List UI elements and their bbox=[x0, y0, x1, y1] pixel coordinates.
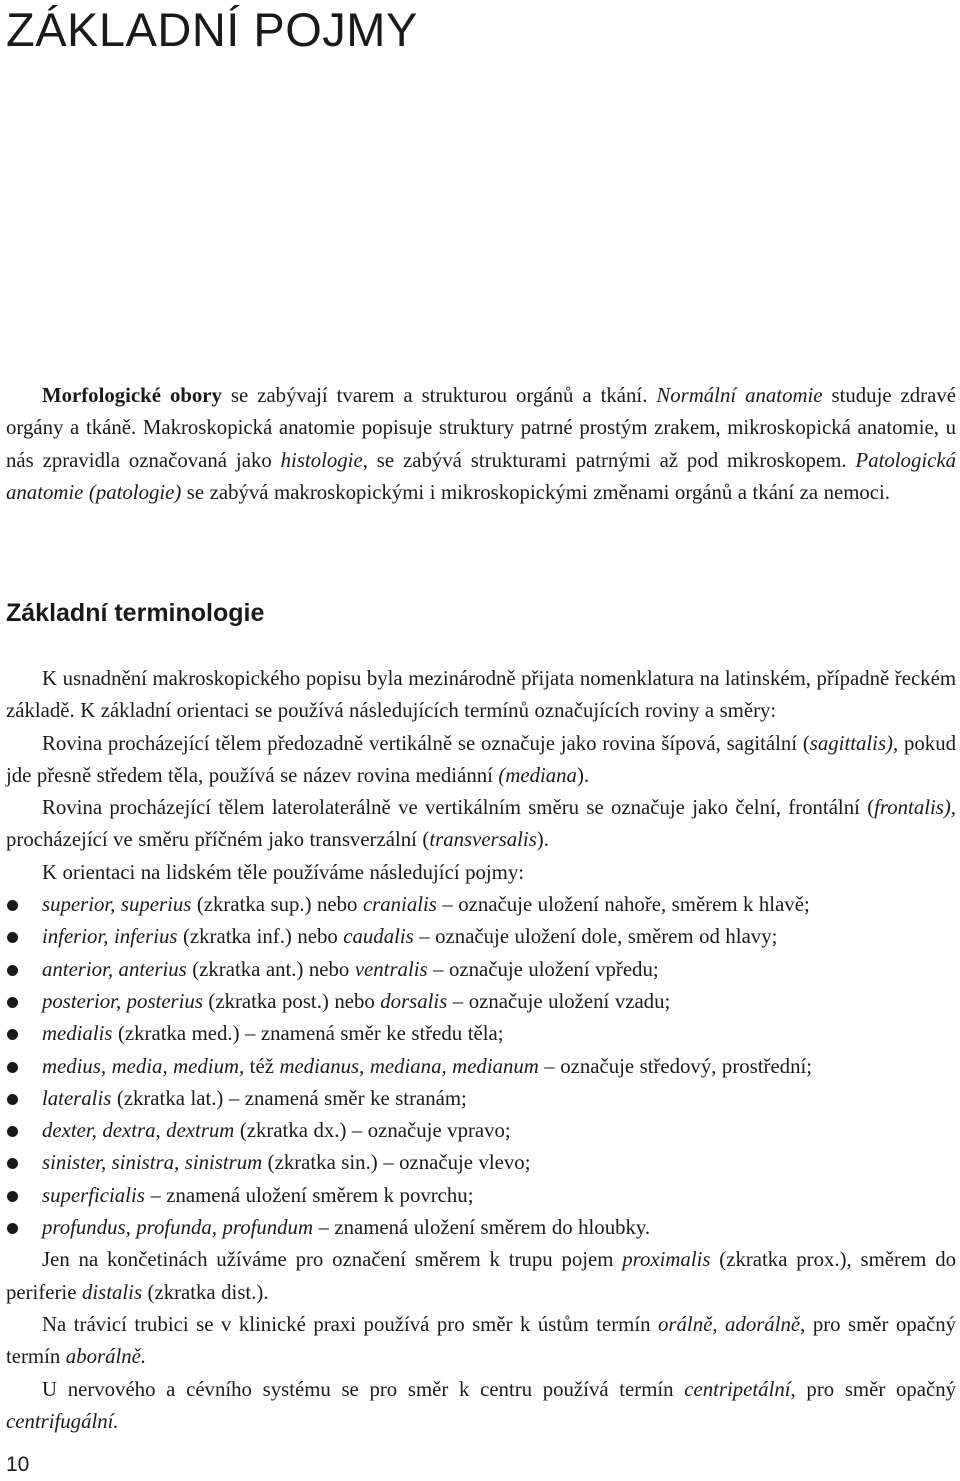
list-item bbox=[6, 1180, 956, 1212]
bullet-icon bbox=[7, 1223, 18, 1234]
list-item bbox=[6, 921, 956, 953]
text-run: se zabývají tvarem a strukturou orgánů a tkání. bbox=[221, 384, 657, 407]
text-run: – znamená uložení směrem do hloubky. bbox=[312, 1216, 651, 1240]
bullet-icon bbox=[7, 965, 18, 976]
bullet-icon bbox=[7, 932, 18, 943]
direction-terms-list bbox=[6, 889, 956, 1244]
text-run: ). bbox=[536, 828, 549, 852]
morphology-paragraph bbox=[6, 380, 956, 509]
italic-term: frontalis), bbox=[874, 796, 956, 820]
text-run: (zkratka sin.) – označuje vlevo; bbox=[262, 1151, 531, 1175]
italic-term: lateralis bbox=[42, 1086, 112, 1110]
italic-term: posterior, posterius bbox=[42, 989, 203, 1013]
italic-term: anterior, anterius bbox=[42, 957, 187, 981]
page-title: ZÁKLADNÍ POJMY bbox=[6, 3, 418, 56]
italic-term: superior, superius bbox=[42, 893, 192, 917]
text-run: (zkratka med.) – znamená směr ke středu těla; bbox=[112, 1022, 504, 1046]
italic-term: sinister, sinistra, sinistrum bbox=[42, 1151, 263, 1175]
centripetal-paragraph bbox=[6, 1374, 956, 1439]
italic-term: cranialis bbox=[362, 893, 437, 917]
text-run: (zkratka dist.). bbox=[142, 1280, 269, 1304]
terminology-intro: K usnadnění makroskopického popisu byla mezinárodně přijata nomenklatura na latinském, případně řeckém základě. K základní orientaci se používá následujících termínů označujících roviny a směry: bbox=[6, 667, 956, 723]
text-run: – označuje uložení dole, směrem od hlavy; bbox=[413, 925, 778, 949]
frontal-paragraph bbox=[6, 792, 956, 857]
text-run: (zkratka inf.) nebo bbox=[177, 925, 344, 949]
text-run: – znamená uložení směrem k povrchu; bbox=[144, 1183, 474, 1207]
text-run: Rovina procházející tělem laterolaterálně ve vertikálním směru se označuje jako čelní, frontální ( bbox=[42, 796, 875, 820]
italic-term: Patologická anatomie (patologie) bbox=[6, 448, 956, 504]
italic-term: medius, media, medium, bbox=[42, 1054, 245, 1078]
list-item bbox=[6, 1051, 956, 1083]
italic-term: (mediana bbox=[498, 763, 577, 787]
text-run: , se zabývá strukturami patrnými až pod mikroskopem. bbox=[362, 448, 856, 472]
text-run: – označuje středový, prostřední; bbox=[538, 1054, 813, 1078]
page-number: 10 bbox=[6, 1453, 30, 1476]
text-run: (zkratka sup.) nebo bbox=[191, 893, 363, 917]
text-run: (zkratka dx.) – označuje vpravo; bbox=[234, 1119, 511, 1143]
italic-term: transversalis bbox=[429, 828, 537, 852]
text-run: Rovina procházející tělem předozadně vertikálně se označuje jako rovina šípová, sagitální ( bbox=[42, 731, 810, 755]
bullet-icon bbox=[7, 1126, 18, 1137]
italic-term: caudalis bbox=[343, 925, 414, 949]
proximal-paragraph bbox=[6, 1244, 956, 1309]
list-item bbox=[6, 1083, 956, 1115]
text-run: , pro směr opačný bbox=[790, 1377, 956, 1401]
terminology-body bbox=[6, 663, 956, 1438]
italic-term: medialis bbox=[42, 1022, 113, 1046]
bullet-icon bbox=[7, 1094, 18, 1105]
orientation-paragraph: K orientaci na lidském těle používáme následující pojmy: bbox=[42, 860, 525, 884]
italic-term: medianus, mediana, medianum bbox=[279, 1054, 539, 1078]
list-item bbox=[6, 1147, 956, 1179]
italic-term: profundus, profunda, profundum bbox=[42, 1216, 313, 1240]
text-run: (zkratka prox.), směrem do periferie bbox=[6, 1248, 956, 1304]
intro-paragraph bbox=[6, 380, 956, 509]
list-item bbox=[6, 1212, 956, 1244]
list-item bbox=[6, 889, 956, 921]
italic-term: histologie bbox=[280, 448, 363, 472]
text-run: ). bbox=[576, 763, 590, 787]
italic-term: sagittalis), bbox=[809, 731, 899, 755]
italic-term: orálně, adorálně bbox=[658, 1312, 801, 1336]
bullet-icon bbox=[7, 1191, 18, 1202]
text-run: též bbox=[244, 1054, 280, 1078]
section-heading: Základní terminologie bbox=[6, 599, 265, 627]
text-run: procházející ve směru příčném jako transverzální ( bbox=[6, 828, 430, 852]
italic-term: inferior, inferius bbox=[42, 925, 178, 949]
text-run: U nervového a cévního systému se pro směr k centru používá termín bbox=[42, 1377, 685, 1401]
bullet-icon bbox=[7, 1062, 18, 1073]
oral-paragraph bbox=[6, 1309, 956, 1374]
italic-term: Normální anatomie bbox=[656, 384, 823, 407]
sagittal-paragraph bbox=[6, 728, 956, 793]
list-item bbox=[6, 1018, 956, 1050]
text-run: – označuje uložení vzadu; bbox=[447, 989, 671, 1013]
italic-term: distalis bbox=[81, 1280, 143, 1304]
text-run: Jen na končetinách užíváme pro označení směrem k trupu pojem bbox=[42, 1248, 623, 1272]
text-run: se zabývá makroskopickými i mikroskopickými změnami orgánů a tkání za nemoci. bbox=[181, 480, 890, 504]
italic-term: dorsalis bbox=[380, 989, 448, 1013]
italic-term: aborálně. bbox=[65, 1345, 147, 1369]
bullet-icon bbox=[7, 997, 18, 1008]
text-run: , pro směr opačný termín bbox=[6, 1312, 957, 1369]
text-run: (zkratka post.) nebo bbox=[202, 989, 381, 1013]
text-run: – označuje uložení nahoře, směrem k hlavě; bbox=[436, 893, 810, 917]
bullet-icon bbox=[7, 900, 18, 911]
bullet-icon bbox=[7, 1029, 18, 1040]
italic-term: centripetální bbox=[684, 1377, 791, 1401]
text-run: studuje zdravé orgány a tkáně. Makroskopická anatomie popisuje struktury patrné prostým zrakem, mikroskopická anatomie, u nás zpravidla označovaná jako bbox=[6, 384, 956, 472]
text-run: – označuje uložení vpředu; bbox=[427, 957, 659, 981]
list-item bbox=[6, 954, 956, 986]
list-item bbox=[6, 1115, 956, 1147]
italic-term: dexter, dextra, dextrum bbox=[42, 1119, 235, 1143]
italic-term: ventralis bbox=[354, 957, 428, 981]
text-run: (zkratka ant.) nebo bbox=[186, 957, 355, 981]
bullet-icon bbox=[7, 1158, 18, 1169]
text-run: (zkratka lat.) – znamená směr ke stranám; bbox=[111, 1086, 467, 1110]
list-item bbox=[6, 986, 956, 1018]
italic-term: proximalis bbox=[622, 1248, 711, 1272]
text-run: pokud jde přesně středem těla, používá se název rovina mediánní bbox=[6, 731, 956, 787]
text-run: Na trávicí trubici se v klinické praxi používá pro směr k ústům termín bbox=[42, 1312, 659, 1336]
italic-term: superficialis bbox=[42, 1183, 145, 1207]
italic-term: centrifugální. bbox=[6, 1409, 119, 1433]
bold-term: Morfologické obory bbox=[42, 384, 222, 407]
